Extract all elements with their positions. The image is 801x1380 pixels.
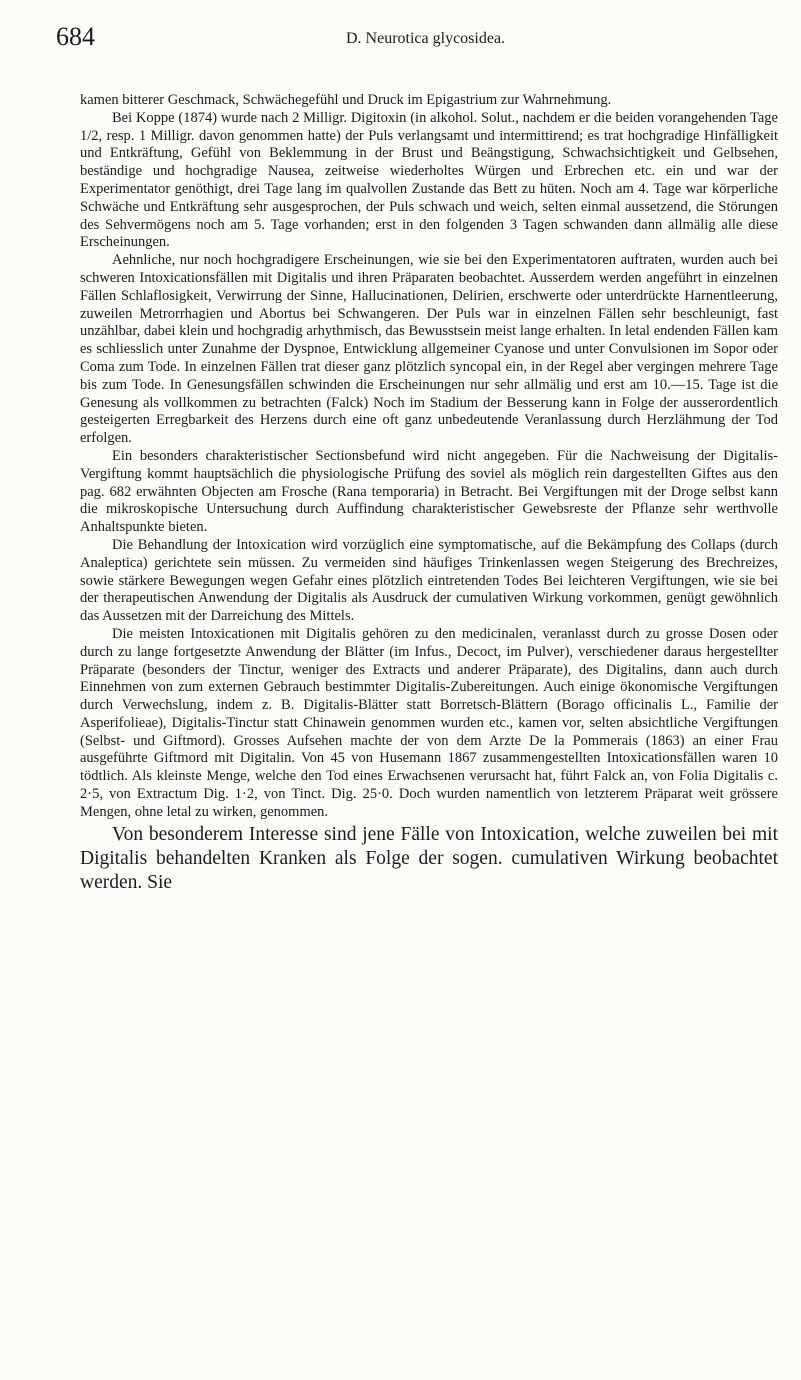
paragraph: Bei Koppe (1874) wurde nach 2 Milligr. Digitoxin (in alkohol. Solut., nachdem er die beiden vorangehenden Tage 1/2, resp. 1 Milligr. davon genommen hatte) der Puls verlangsamt und intermittirend; es trat hochgradige Hinfälligkeit und Entkräftung, Gefühl von Beklemmung in der Brust und Beängstigung, Schwachsichtigkeit und Gelbsehen, beständige und hochgradige Nausea, zeitweise wiederholtes Würgen und Erbrechen etc. ein und war der Experimentator genöthigt, drei Tage lang im qualvollen Zustande das Bett zu hüten. Noch am 4. Tage war körperliche Schwäche und Entkräftung sehr ausgesprochen, der Puls schwach und weich, selten einmal aussetzend, die Störungen des Sehvermögens noch am 5. Tage vorhanden; erst in den folgenden 3 Tagen schwanden dann allmälig alle diese Erscheinungen. xyxy=(80,109,778,251)
paragraph: Die Behandlung der Intoxication wird vorzüglich eine symptomatische, auf die Bekämpfung des Collaps (durch Analeptica) gerichtete sein müssen. Zu vermeiden sind häufiges Trinkenlassen wegen Steigerung des Brechreizes, sowie stärkere Bewegungen wegen Gefahr eines plötzlich eintretenden Todes Bei leichteren Vergiftungen, wie sie bei der therapeutischen Anwendung der Digitalis als Ausdruck der cumulativen Wirkung vorkommen, genügt gewöhnlich das Aussetzen mit der Darreichung des Mittels. xyxy=(80,536,778,625)
page-number: 684 xyxy=(56,22,95,51)
page-header xyxy=(56,22,756,62)
running-head: D. Neurotica glycosidea. xyxy=(346,30,506,47)
paragraph: Von besonderem Interesse sind jene Fälle von Intoxication, welche zuweilen bei mit Digitalis behandelten Kranken als Folge der sogen. cumulativen Wirkung beobachtet werden. Sie xyxy=(80,823,778,893)
paragraph: Aehnliche, nur noch hochgradigere Erscheinungen, wie sie bei den Experimentatoren auftraten, wurden auch bei schweren Intoxicationsfällen mit Digitalis und ihren Präparaten beobachtet. Ausserdem werden angeführt in einzelnen Fällen Schlaflosigkeit, Verwirrung der Sinne, Hallucinationen, Delirien, erschwerte oder unterdrückte Harnentleerung, zuweilen Metrorrhagien und Abortus bei Schwangeren. Der Puls war in einzelnen Fällen sehr beschleunigt, fast unzählbar, dabei klein und hochgradig arhythmisch, das Bewusstsein meist lange erhalten. In letal endenden Fällen kam es schliesslich unter Zunahme der Dyspnoe, Entwicklung allgemeiner Cyanose und unter Convulsionen im Sopor oder Coma zum Tode. In einzelnen Fällen trat dieser ganz plötzlich syncopal ein, in der Regel aber vergingen mehrere Tage bis zum Tode. In Genesungsfällen schwinden die Erscheinungen nur sehr allmälig und erst am 10.—15. Tage ist die Genesung als vollkommen zu betrachten (Falck) Noch im Stadium der Besserung kann in Folge der ausserordentlich gesteigerten Erregbarkeit des Herzens durch eine oft ganz unbedeutende Veranlassung durch Herzlähmung der Tod erfolgen. xyxy=(80,252,778,447)
paragraph: Die meisten Intoxicationen mit Digitalis gehören zu den medicinalen, veranlasst durch zu grosse Dosen oder durch zu lange fortgesetzte Anwendung der Blätter (im Infus., Decoct, im Pulver), verschiedener daraus hergestellter Präparate (besonders der Tinctur, weniger des Extracts und anderer Präparate), des Digitalins, dann auch durch Einnehmen von zum externen Gebrauch bestimmter Digitalis-Zubereitungen. Auch einige ökonomische Vergiftungen durch Verwechslung, indem z. B. Digitalis-Blätter statt Borretsch-Blättern (Borago officinalis L., Familie der Asperifolieae), Digitalis-Tinctur statt Chinawein genommen wurden etc., kamen vor, selten absichtliche Vergiftungen (Selbst- und Giftmord). Grosses Aufsehen machte der von dem Arzte De la Pommerais (1863) an einer Frau ausgeführte Giftmord mit Digitalin. Von 45 von Husemann 1867 zusammengestellten Intoxicationsfällen waren 10 tödtlich. Als kleinste Menge, welche den Tod eines Erwachsenen verursacht hat, führt Falck an, von Folia Digitalis c. 2·5, von Extractum Dig. 1·2, von Tinct. Dig. 25·0. Doch wurden namentlich von letzterem Präparat weit grössere Mengen, ohne letal zu wirken, genommen. xyxy=(80,625,778,820)
body-text xyxy=(80,92,778,895)
paragraph: Ein besonders charakteristischer Sectionsbefund wird nicht angegeben. Für die Nachweisung der Digitalis-Vergiftung kommt hauptsächlich die physiologische Prüfung des soviel als möglich rein dargestellten Giftes aus den pag. 682 erwähnten Objecten am Frosche (Rana temporaria) in Betracht. Bei Vergiftungen mit der Droge selbst kann die mikroskopische Untersuchung durch Auffindung charakteristischer Gewebsreste der Pflanze sehr werthvolle Anhaltspunkte bieten. xyxy=(80,447,778,536)
paragraph: kamen bitterer Geschmack, Schwächegefühl und Druck im Epigastrium zur Wahrnehmung. xyxy=(80,92,612,108)
